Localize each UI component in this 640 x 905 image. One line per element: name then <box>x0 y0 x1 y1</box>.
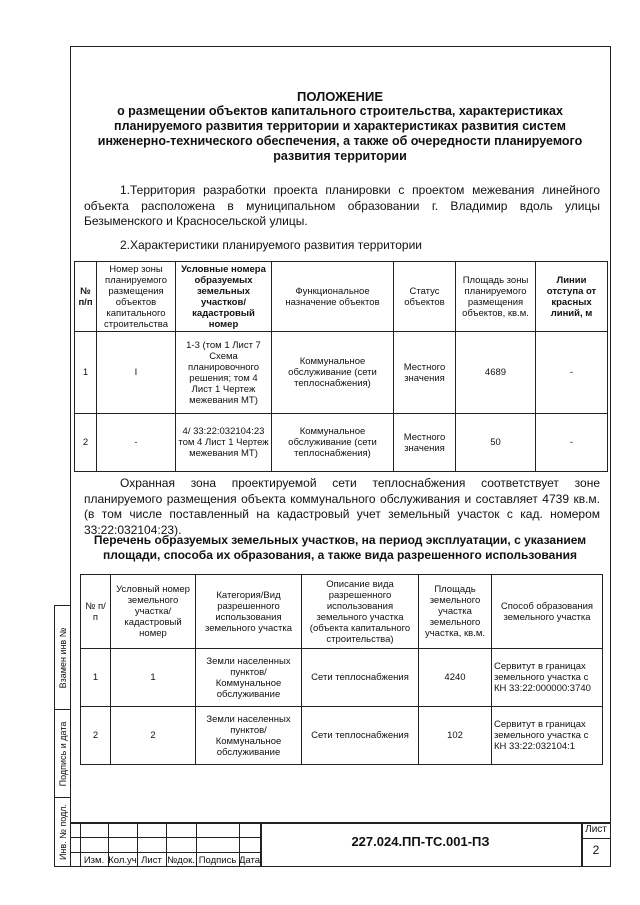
table-development <box>74 261 608 472</box>
table-cell: 1 <box>81 649 111 707</box>
sidebar-inv: Инв. № подл. <box>57 803 68 861</box>
table-header: Условные номера образуемых земельных участков/кадастровый номер <box>176 262 272 332</box>
paragraph-characteristics: 2.Характеристики планируемого развития территории <box>120 238 422 252</box>
stamp-col-izm: Изм. <box>83 855 105 866</box>
table-land-plots <box>80 574 603 765</box>
sidebar-vzam: Взамен инв № <box>55 606 70 710</box>
sheet-number: 2 <box>592 843 600 857</box>
table-cell: 4240 <box>419 649 492 707</box>
side-stamp <box>54 605 70 867</box>
table-header: Функциональное назначение объектов <box>272 262 394 332</box>
stamp-col-kolich: Кол.уч <box>108 855 137 866</box>
paragraph-protection-zone: Охранная зона проектируемой сети теплоснабжения соответствует зоне планируемого размещения объекта коммунального обслуживания и составляет 4739 кв.м. (в том числе поставленный на кадастровый учет земельный участок с кад. номером 33:22:032104:23). <box>84 476 600 537</box>
sidebar-podpis: Подпись и дата <box>55 710 70 798</box>
table-header: № п/п <box>75 262 97 332</box>
stamp-col-podpis: Подпись <box>198 855 237 866</box>
table-cell: 50 <box>456 414 536 472</box>
table-cell: 4/ 33:22:032104:23 том 4 Лист 1 Чертеж межевания МТ) <box>176 414 272 472</box>
table-cell: Местного значения <box>394 414 456 472</box>
table-header: Описание вида разрешенного использования земельного участка (объекта капитального строительства) <box>302 575 419 649</box>
stamp-col-list: Лист <box>141 855 162 866</box>
table-header: Номер зоны планируемого размещения объектов капитального строительства <box>97 262 176 332</box>
table-header: Линии отступа от красных линий, м <box>536 262 608 332</box>
table-cell: 2 <box>81 707 111 765</box>
table-header: Площадь земельного участка земельного участка, кв.м. <box>419 575 492 649</box>
table-cell: Сервитут в границах земельного участка с КН 33:22:032104:1 <box>492 707 603 765</box>
stamp-col-ndok: №док. <box>167 855 195 866</box>
table-header: № п/п <box>81 575 111 649</box>
doc-subheading-1: о размещении объектов капитального строительства, характеристиках <box>117 104 563 118</box>
table-cell: 2 <box>111 707 196 765</box>
table-header: Способ образования земельного участка <box>492 575 603 649</box>
doc-heading: ПОЛОЖЕНИЕ <box>296 89 384 104</box>
table-row <box>81 707 603 765</box>
table-cell: - <box>536 414 608 472</box>
table-cell: 4689 <box>456 332 536 414</box>
table-row <box>75 414 608 472</box>
table-cell: I <box>97 332 176 414</box>
table-header-row <box>81 575 603 649</box>
table-header-row <box>75 262 608 332</box>
paragraph-territory: 1.Территория разработки проекта планировки с проектом межевания линейного объекта расположена в муниципальном образовании г. Владимир вдоль улицы Безыменского и Красносельской улицы. <box>84 183 600 228</box>
list-title-2: площади, способа их образования, а также вида разрешенного использования <box>103 548 577 562</box>
table-cell: Коммунальное обслуживание (сети теплоснабжения) <box>272 414 394 472</box>
table-cell: Сервитут в границах земельного участка с КН 33:22:000000:3740 <box>492 649 603 707</box>
table-cell: - <box>536 332 608 414</box>
table-header: Статус объектов <box>394 262 456 332</box>
table-cell: Земли населенных пунктов/ Коммунальное обслуживание <box>196 707 302 765</box>
document-code: 227.024.ПП-ТС.001-ПЗ <box>351 834 490 849</box>
table-cell: 1 <box>111 649 196 707</box>
table-row <box>75 332 608 414</box>
doc-subheading-3: инженерно-технического обеспечения, а также об очередности планируемого <box>97 134 583 148</box>
sheet-label: Лист <box>585 824 607 835</box>
table-cell: 102 <box>419 707 492 765</box>
table-header: Условный номер земельного участка/ кадастровый номер <box>111 575 196 649</box>
doc-subheading-4: развития территории <box>273 149 407 163</box>
title-block <box>70 822 611 867</box>
table-header: Площадь зоны планируемого размещения объектов, кв.м. <box>456 262 536 332</box>
table-cell: Местного значения <box>394 332 456 414</box>
table-cell: Сети теплоснабжения <box>302 649 419 707</box>
table-cell: - <box>97 414 176 472</box>
stamp-col-data: Дата <box>239 855 261 866</box>
table-cell: 1 <box>75 332 97 414</box>
table-cell: 1-3 (том 1 Лист 7 Схема планировочного решения; том 4 Лист 1 Чертеж межевания МТ) <box>176 332 272 414</box>
table-cell: Сети теплоснабжения <box>302 707 419 765</box>
list-title-1: Перечень образуемых земельных участков, на период эксплуатации, с указанием <box>93 533 587 547</box>
table-row <box>81 649 603 707</box>
table-cell: Коммунальное обслуживание (сети теплоснабжения) <box>272 332 394 414</box>
doc-subheading-2: планируемого развития территории и характеристиках развития систем <box>114 119 566 133</box>
table-header: Категория/Вид разрешенного использования земельного участка <box>196 575 302 649</box>
table-cell: Земли населенных пунктов/ Коммунальное обслуживание <box>196 649 302 707</box>
table-cell: 2 <box>75 414 97 472</box>
